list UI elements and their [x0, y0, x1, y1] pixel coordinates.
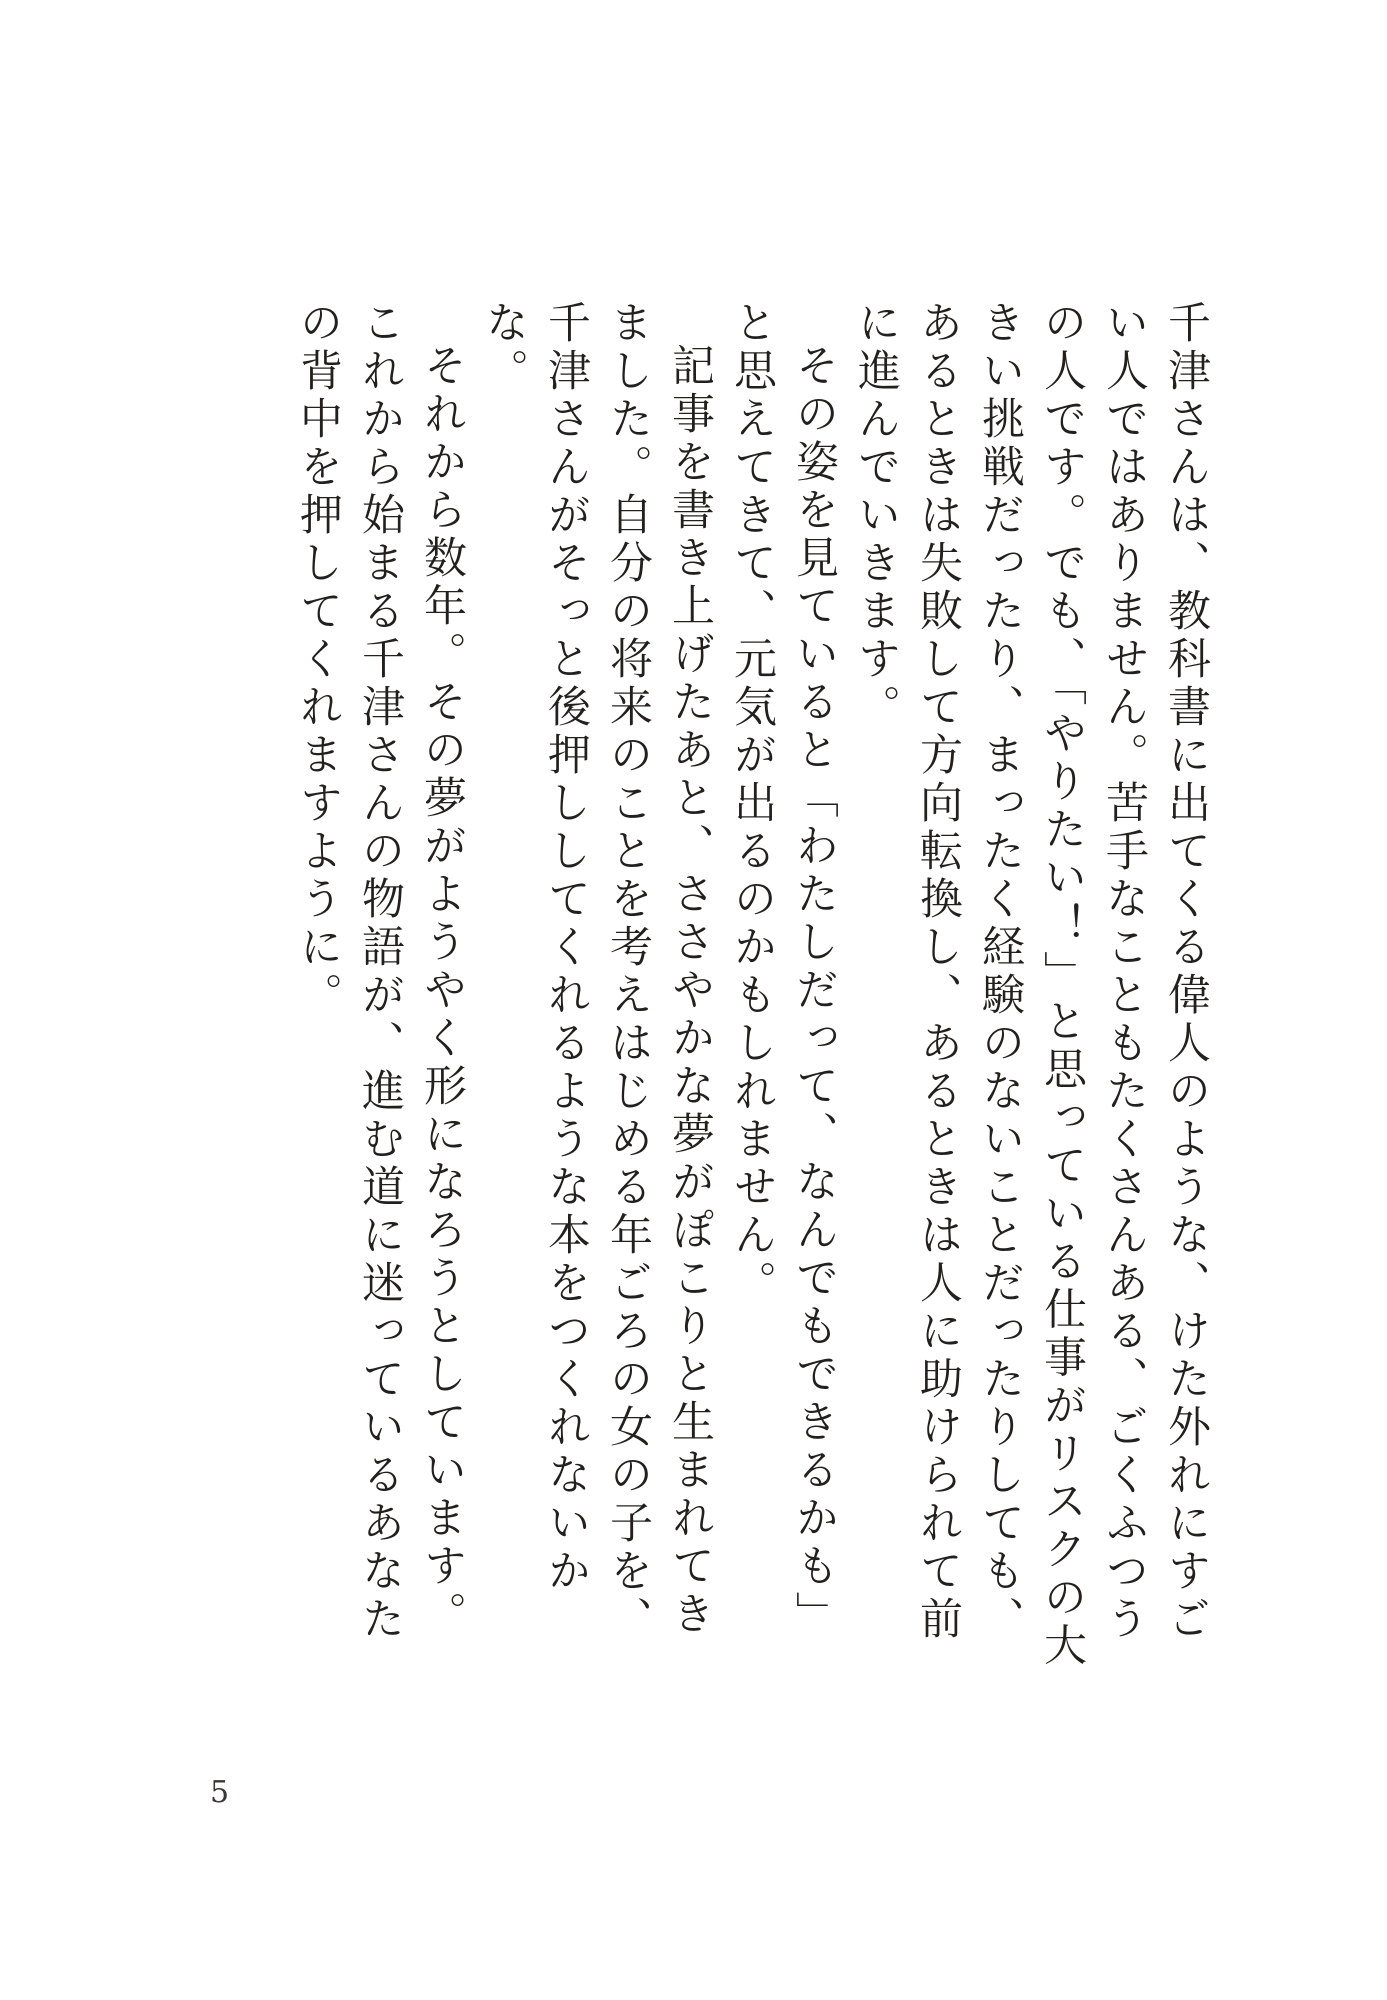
page-number: 5	[210, 1775, 230, 1810]
vertical-text-body	[257, 300, 1217, 1680]
paragraph-4: それから数年。その夢がようやく形になろうとしています。これから始まる千津さんの物語が、進む道に迷っているあなたの背中を押してくれますように。	[293, 300, 467, 1644]
paragraph-2: その姿を見ていると「わたしだって、なんでもできるかも」と思えてきて、元気が出るのかもしれません。	[727, 300, 839, 1639]
paragraph-3: 記事を書き上げたあと、ささやかな夢がぽこりと生まれてきました。自分の将来のことを考えはじめる年ごろの女の子を、千津さんがそっと後押ししてくれるような本をつくれないかな。	[479, 300, 715, 1644]
paragraph-1: 千津さんは、教科書に出てくる偉人のような、けた外れにすごい人ではありません。苦手なこともたくさんある、ごくふつうの人です。でも、「やりたい！」と思っている仕事がリスクの大きい挑戦だったり、まったく経験のないことだったりしても、あるときは失敗して方向転換し、あるときは人に助けられて前に進んでいきます。	[851, 300, 1211, 1671]
